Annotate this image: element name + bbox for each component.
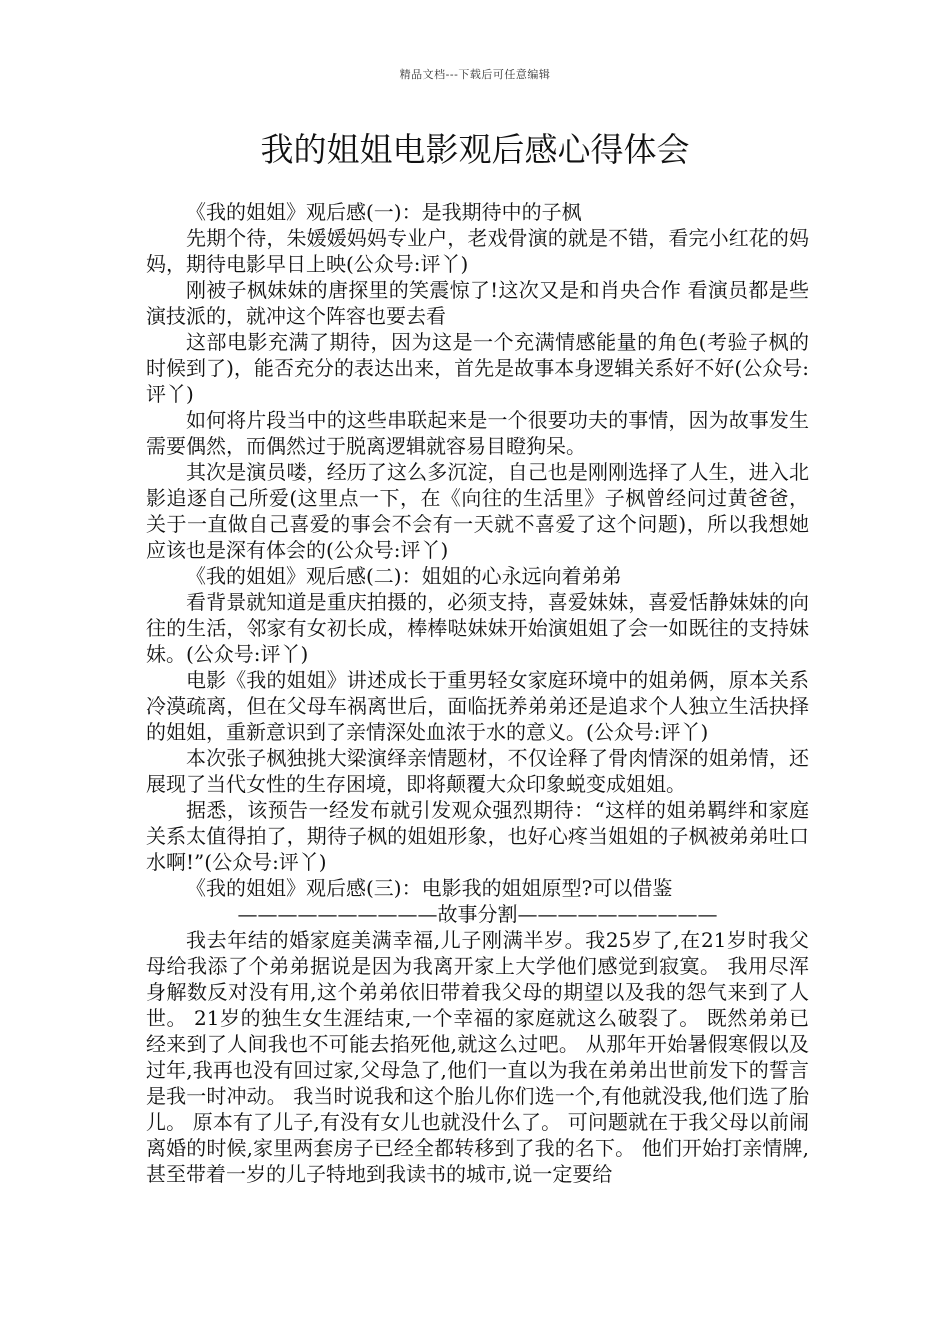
paragraph: 其次是演员喽，经历了这么多沉淀，自己也是刚刚选择了人生，进入北影追逐自己所爱(这里点一下，在《向往的生活里》子枫曾经问过黄爸爸，关于一直做自己喜爱的事会不会有一天就不喜爱了这个问题)，所以我想她应该也是深有体会的(公众号:评丫) [146,460,809,562]
section-heading-2: 《我的姐姐》观后感(二)：姐姐的心永远向着弟弟 [186,564,622,588]
paragraph: 据悉，该预告一经发布就引发观众强烈期待：“这样的姐弟羁绊和家庭关系太值得拍了，期待子枫的姐姐形象，也好心疼当姐姐的子枫被弟弟吐口水啊!”(公众号:评丫) [146,798,809,874]
section-heading-1: 《我的姐姐》观后感(一)：是我期待中的子枫 [186,200,582,224]
header-note: 精品文档---下载后可任意编辑 [399,68,551,81]
paragraph: 这部电影充满了期待，因为这是一个充满情感能量的角色(考验子枫的时候到了)，能否充分的表达出来，首先是故事本身逻辑关系好不好(公众号:评丫) [146,330,809,406]
paragraph: 本次张子枫独挑大梁演绎亲情题材，不仅诠释了骨肉情深的姐弟情，还展现了当代女性的生存困境，即将颠覆大众印象蜕变成姐姐。 [146,746,809,796]
story-divider: ——————————故事分割—————————— [237,902,718,926]
page-title: 我的姐姐电影观后感心得体会 [260,130,690,169]
paragraph: 我去年结的婚家庭美满幸福,儿子刚满半岁。我25岁了,在21岁时我父母给我添了个弟弟据说是因为我离开家上大学他们感觉到寂寞。 我用尽浑身解数反对没有用,这个弟弟依旧带着我父母的期望以及我的怨气来到了人世。 21岁的独生女生涯结束,一个幸福的家庭就这么破裂了。 既然弟弟已经来到了人间我也不可能去掐死他,就这么过吧。 从那年开始暑假寒假以及过年,我再也没有回过家,父母急了,他们一直以为我在弟弟出世前发下的誓言是我一时冲动。 我当时说我和这个胎儿你们选一个,有他就没我,他们选了胎儿。 原本有了儿子,有没有女儿也就没什么了。 可问题就在于我父母以前闹离婚的时候,家里两套房子已经全都转移到了我的名下。 他们开始打亲情牌,甚至带着一岁的儿子特地到我读书的城市,说一定要给 [146,928,809,1186]
paragraph: 先期个待，朱媛媛妈妈专业户，老戏骨演的就是不错，看完小红花的妈妈，期待电影早日上映(公众号:评丫) [146,226,809,276]
article-body [146,199,809,1187]
section-heading-3: 《我的姐姐》观后感(三)：电影我的姐姐原型?可以借鉴 [186,876,673,900]
paragraph: 如何将片段当中的这些串联起来是一个很要功夫的事情，因为故事发生需要偶然，而偶然过于脱离逻辑就容易目瞪狗呆。 [146,408,809,458]
paragraph: 看背景就知道是重庆拍摄的，必须支持，喜爱妹妹，喜爱恬静妹妹的向往的生活，邻家有女初长成，棒棒哒妹妹开始演姐姐了会一如既往的支持妹妹。(公众号:评丫) [146,590,809,666]
paragraph: 刚被子枫妹妹的唐探里的笑震惊了!这次又是和肖央合作 看演员都是些演技派的，就冲这个阵容也要去看 [146,278,809,328]
paragraph: 电影《我的姐姐》讲述成长于重男轻女家庭环境中的姐弟俩，原本关系冷漠疏离，但在父母车祸离世后，面临抚养弟弟还是追求个人独立生活抉择的姐姐，重新意识到了亲情深处血浓于水的意义。(公众号:评丫) [146,668,809,744]
